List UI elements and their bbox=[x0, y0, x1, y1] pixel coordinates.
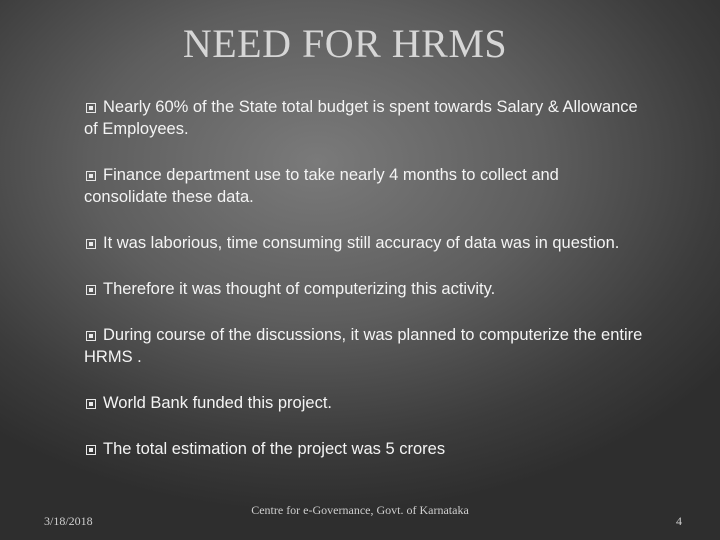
bullet-text: Finance department use to take nearly 4 months to collect and consolidate these data. bbox=[84, 166, 559, 206]
bullet-text: Nearly 60% of the State total budget is spent towards Salary & Allowance of Employees. bbox=[84, 98, 638, 138]
bullet-item bbox=[84, 164, 644, 208]
bullet-text: Therefore it was thought of computerizing this activity. bbox=[103, 280, 496, 298]
bullet-item bbox=[84, 392, 644, 414]
boxed-bullet-icon bbox=[86, 445, 96, 455]
boxed-bullet-icon bbox=[86, 171, 96, 181]
bullet-item bbox=[84, 438, 644, 460]
bullet-item bbox=[84, 96, 644, 140]
page-number: 4 bbox=[676, 514, 682, 528]
bullet-item bbox=[84, 232, 644, 254]
boxed-bullet-icon bbox=[86, 239, 96, 249]
bullet-item bbox=[84, 324, 644, 368]
bullet-list bbox=[84, 96, 644, 484]
bullet-text: It was laborious, time consuming still accuracy of data was in question. bbox=[103, 234, 620, 252]
footer-organization: Centre for e-Governance, Govt. of Karnataka bbox=[251, 503, 469, 517]
boxed-bullet-icon bbox=[86, 331, 96, 341]
boxed-bullet-icon bbox=[86, 103, 96, 113]
boxed-bullet-icon bbox=[86, 399, 96, 409]
boxed-bullet-icon bbox=[86, 285, 96, 295]
footer-date: 3/18/2018 bbox=[44, 514, 93, 528]
bullet-text: World Bank funded this project. bbox=[103, 394, 332, 412]
bullet-text: The total estimation of the project was 5 crores bbox=[103, 440, 446, 458]
bullet-text: During course of the discussions, it was planned to computerize the entire HRMS . bbox=[84, 326, 643, 366]
bullet-item bbox=[84, 278, 644, 300]
slide-title: NEED FOR HRMS bbox=[182, 21, 508, 66]
